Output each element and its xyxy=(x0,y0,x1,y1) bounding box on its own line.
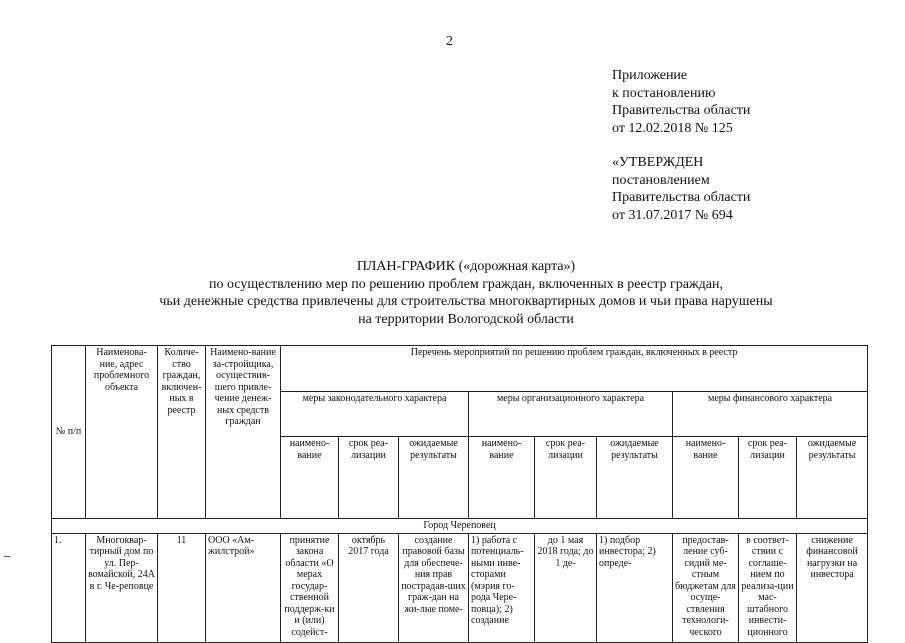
col-count-header: Количе-ство граждан, включен-ных в реестр xyxy=(158,346,206,519)
approved-block xyxy=(612,154,750,224)
table-row xyxy=(52,533,868,642)
approved-line: постановлением xyxy=(612,172,710,188)
document-title xyxy=(60,258,872,328)
cell-org-result: 1) подбор инвестора; 2) опреде- xyxy=(597,533,673,642)
cell-developer: ООО «Ам-жилстрой» xyxy=(206,533,281,642)
annex-line: к постановлению xyxy=(612,85,716,101)
cell-object: Многоквар-тирный дом по ул. Пер-вомайской, 24А в г. Че-реповце xyxy=(86,533,158,642)
annex-line: Приложение xyxy=(612,68,688,83)
cell-fin-term: в соответ-ствии с соглаше-нием по реализа-ции мас-штабного инвести-ционного xyxy=(739,533,797,642)
sub-term-header: срок реа-лизации xyxy=(339,437,399,519)
sub-name-header: наимено-вание xyxy=(469,437,535,519)
section-row xyxy=(52,519,868,534)
col-measures-header: Перечень мероприятий по решению проблем граждан, включенных в реестр xyxy=(281,346,868,392)
annex-line: от 12.02.2018 № 125 xyxy=(612,120,733,136)
sub-name-header: наимено-вание xyxy=(281,437,339,519)
annex-line: Правительства области xyxy=(612,103,751,118)
title-line: на территории Вологодской области xyxy=(358,311,574,327)
approved-line: «УТВЕРЖДЕН xyxy=(612,155,704,170)
cell-num: 1. xyxy=(52,533,86,642)
sub-term-header: срок реа-лизации xyxy=(739,437,797,519)
title-line: чьи денежные средства привлечены для строительства многоквартирных домов и чьи права нарушены xyxy=(159,294,773,309)
cell-fin-result: снижение финансовой нагрузки на инвестора xyxy=(797,533,868,642)
section-title: Город Череповец xyxy=(52,519,868,534)
group-legislative-header: меры законодательного характера xyxy=(281,391,469,437)
title-line: ПЛАН-ГРАФИК («дорожная карта») xyxy=(356,259,576,274)
cell-fin-name: предостав-ление суб-сидий ме-стным бюджетам для осуще-ствления технологи-ческого xyxy=(673,533,739,642)
approved-line: Правительства области xyxy=(612,190,751,205)
group-organizational-header: меры организационного характера xyxy=(469,391,673,437)
cell-leg-name: принятие закона области «О мерах государ-ственной поддерж-ки и (или) содейст- xyxy=(281,533,339,642)
sub-result-header: ожидаемые результаты xyxy=(797,437,868,519)
roadmap-table xyxy=(51,345,868,643)
title-line: по осуществлению мер по решению проблем граждан, включенных в реестр граждан, xyxy=(209,276,723,292)
cell-count: 11 xyxy=(158,533,206,642)
col-developer-header: Наимено-вание за-стройщика, осуществив-шего привле-чение денеж-ных средств граждан xyxy=(206,346,281,519)
sub-result-header: ожидаемые результаты xyxy=(597,437,673,519)
header-row xyxy=(52,346,868,392)
cell-leg-term: октябрь 2017 года xyxy=(339,533,399,642)
col-object-header: Наименова-ние, адрес проблемного объекта xyxy=(86,346,158,519)
annex-block xyxy=(612,67,750,137)
sub-name-header: наимено-вание xyxy=(673,437,739,519)
cell-org-term: до 1 мая 2018 года; до 1 де- xyxy=(535,533,597,642)
sub-result-header: ожидаемые результаты xyxy=(399,437,469,519)
col-num-header: № п/п xyxy=(52,346,86,519)
scan-margin-mark xyxy=(4,556,10,557)
page-number: 2 xyxy=(446,34,453,49)
sub-term-header: срок реа-лизации xyxy=(535,437,597,519)
cell-leg-result: создание правовой базы для обеспече-ния прав пострадав-ших граж-дан на жи-лые поме- xyxy=(399,533,469,642)
group-financial-header: меры финансового характера xyxy=(673,391,868,437)
cell-org-name: 1) работа с потенциаль-ными инве-сторами (мэрия го-рода Чере-повца); 2) создание xyxy=(469,533,535,642)
approved-line: от 31.07.2017 № 694 xyxy=(612,207,733,223)
